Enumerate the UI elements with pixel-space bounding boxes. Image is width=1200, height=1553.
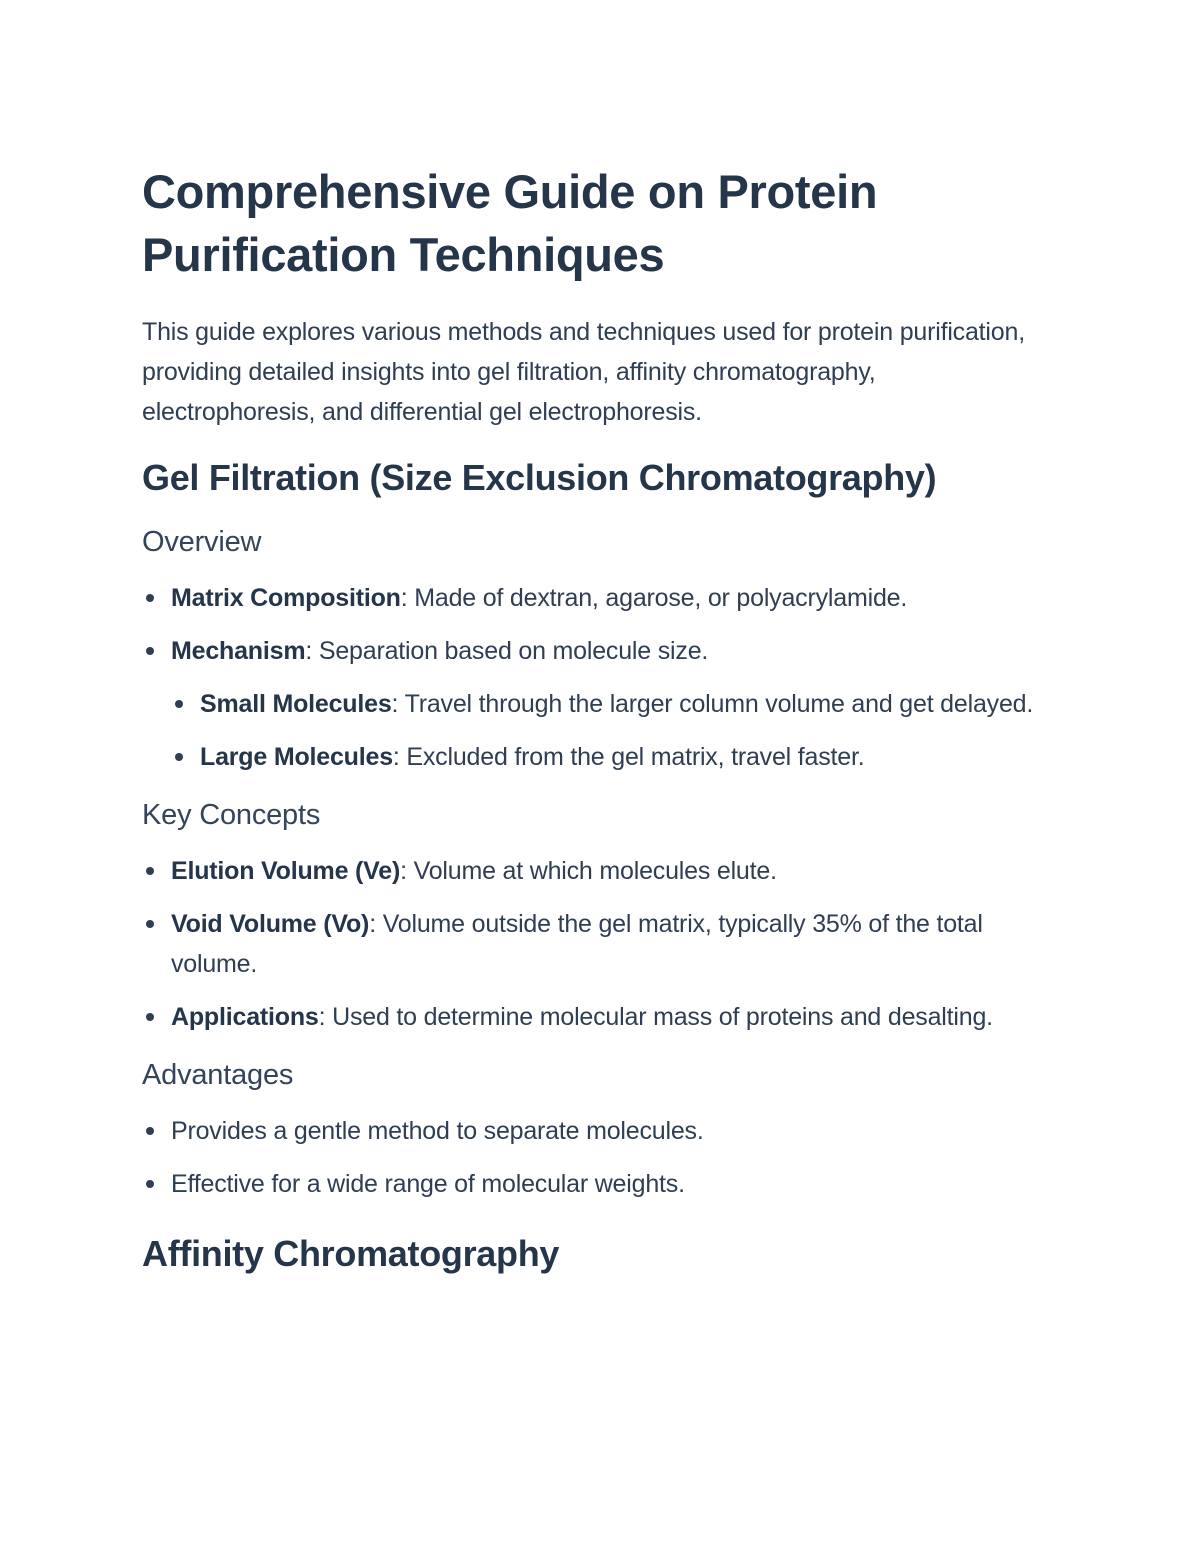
subheading-overview: Overview xyxy=(142,526,262,558)
item-text: Volume outside the gel matrix, typically 35% of the total volume. xyxy=(171,910,983,978)
item-term: Elution Volume (Ve) xyxy=(171,857,401,885)
key-concepts-list xyxy=(142,851,1042,1037)
list-item-advantage xyxy=(171,1164,1042,1204)
list-item-elution-volume xyxy=(171,851,1042,891)
bullet-icon xyxy=(146,1127,154,1135)
item-term: Mechanism xyxy=(171,637,306,665)
overview-list xyxy=(142,578,1042,777)
item-text: Excluded from the gel matrix, travel faster. xyxy=(406,743,865,771)
bullet-icon xyxy=(146,1180,154,1188)
mechanism-sublist xyxy=(171,684,1042,777)
item-text: Volume at which molecules elute. xyxy=(413,857,777,885)
item-separator: : xyxy=(369,910,383,938)
list-item-small-molecules xyxy=(200,684,1042,724)
section-heading-gel-filtration: Gel Filtration (Size Exclusion Chromatography) xyxy=(142,457,937,498)
item-separator: : xyxy=(392,743,407,771)
item-term: Matrix Composition xyxy=(171,584,401,612)
item-text: Used to determine molecular mass of proteins and desalting. xyxy=(332,1003,993,1031)
list-item-large-molecules xyxy=(200,737,1042,777)
item-separator: : xyxy=(400,857,414,885)
item-text: Effective for a wide range of molecular weights. xyxy=(171,1170,685,1198)
item-separator: : xyxy=(391,690,405,718)
intro-paragraph: This guide explores various methods and techniques used for protein purification, providing detailed insights into gel filtration, affinity chromatography, electrophoresis, and differential gel electrophoresis. xyxy=(142,318,1025,426)
list-item-matrix-composition xyxy=(171,578,1042,618)
list-item-mechanism xyxy=(171,631,1042,777)
item-text: Separation based on molecule size. xyxy=(318,637,709,665)
bullet-icon xyxy=(146,920,154,928)
document-content xyxy=(142,160,1042,1278)
page-title: Comprehensive Guide on Protein Purification Techniques xyxy=(142,165,878,281)
item-term: Large Molecules xyxy=(200,743,393,771)
list-item-void-volume xyxy=(171,904,1042,984)
bullet-icon xyxy=(146,1013,154,1021)
item-text: Travel through the larger column volume and get delayed. xyxy=(404,690,1034,718)
bullet-icon xyxy=(146,594,154,602)
item-text: Made of dextran, agarose, or polyacrylamide. xyxy=(414,584,908,612)
item-separator: : xyxy=(400,584,415,612)
bullet-icon xyxy=(146,647,154,655)
bullet-icon xyxy=(175,753,183,761)
list-item-advantage xyxy=(171,1111,1042,1151)
advantages-list xyxy=(142,1111,1042,1204)
subheading-key-concepts: Key Concepts xyxy=(142,799,321,831)
list-item-applications xyxy=(171,997,1042,1037)
item-term: Small Molecules xyxy=(200,690,392,718)
item-term: Void Volume (Vo) xyxy=(171,910,370,938)
section-heading-affinity-chromatography: Affinity Chromatography xyxy=(142,1233,560,1274)
item-separator: : xyxy=(318,1003,333,1031)
item-term: Applications xyxy=(171,1003,319,1031)
subheading-advantages: Advantages xyxy=(142,1059,294,1091)
bullet-icon xyxy=(146,867,154,875)
item-text: Provides a gentle method to separate molecules. xyxy=(171,1117,704,1145)
item-separator: : xyxy=(305,637,319,665)
bullet-icon xyxy=(175,700,183,708)
